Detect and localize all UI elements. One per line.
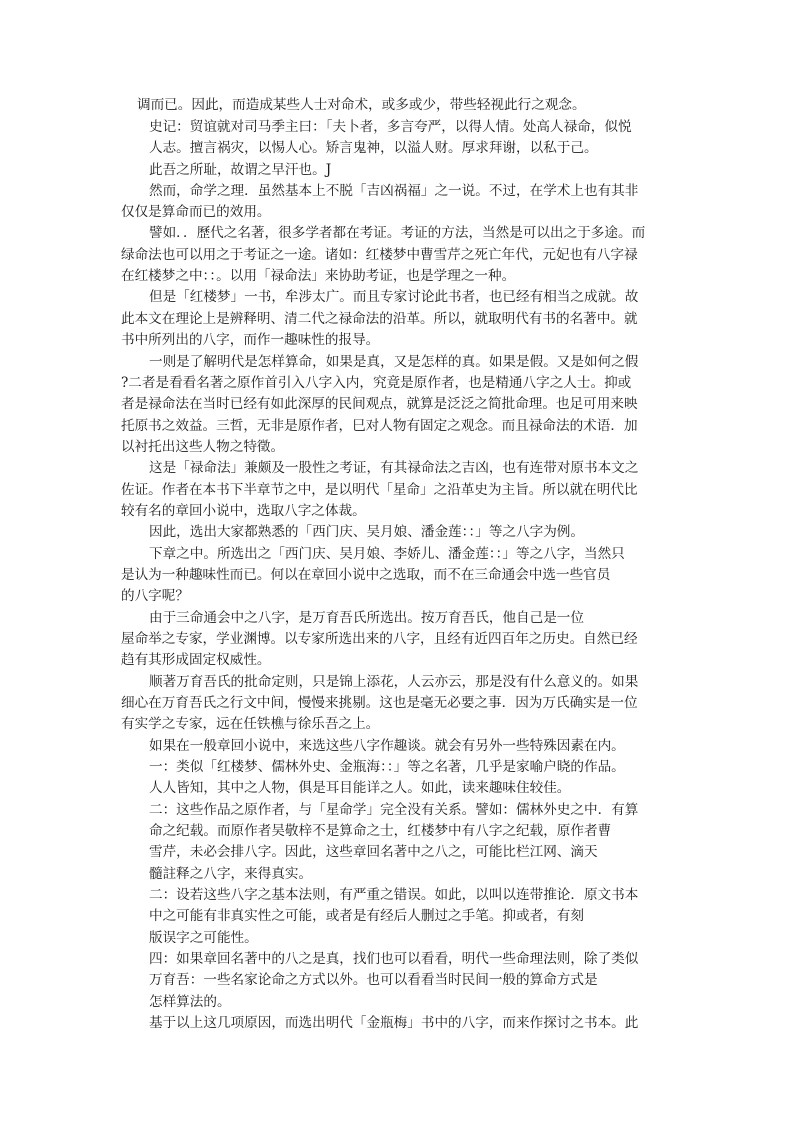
text-line: 二：设若这些八字之基本法则，有严重之错误。如此，以叫以连带推论．原文书本 (149, 887, 639, 903)
text-line: 顺著万育吾氏的批命定则，只是锦上添花，人云亦云，那是没有什么意义的。如果 (149, 674, 639, 690)
text-line: ?二者是看看名著之原作首引入八字入内，究竟是原作者，也是精通八字之人士。抑或 (121, 375, 632, 391)
text-line: 这是「禄命法」兼颇及一股性之考证，有其禄命法之吉凶，也有连带对原书本文之 (149, 460, 639, 476)
text-line: 细心在万育吾氏之行文中间，慢慢来挑剔。这也是毫无必要之事．因为万氏确实是一位 (121, 695, 638, 711)
text-line: 人志。擅言祸灾，以惕人心。矫言鬼神，以溢人财。厚求拜谢，以私于己。 (149, 140, 598, 156)
text-line: 的八字呢？ (121, 588, 189, 604)
text-line: 在红楼梦之中：：。以用「禄命法」来协助考证，也是学理之一种。 (121, 268, 516, 284)
text-line: 如果在一般章回小说中，来选这些八字作趣谈。就会有另外一些特殊因素在内。 (149, 738, 625, 754)
text-line: 因此，选出大家都熟悉的「西门庆、吴月娘、潘金莲：：」等之八字为例。 (149, 524, 584, 540)
text-line: 譬如．．歷代之名著，很多学者都在考证。考证的方法，当然是可以出之于多途。而 (149, 225, 646, 241)
text-line: 版误字之可能性。 (149, 930, 258, 946)
text-line: 中之可能有非真实性之可能，或者是有经后人删过之手笔。抑或者，有刻 (149, 908, 584, 924)
text-line: 有实学之专家，远在任铁樵与徐乐吾之上。 (121, 716, 380, 732)
text-line: 一则是了解明代是怎样算命，如果是真，又是怎样的真。如果是假。又是如何之假 (149, 354, 639, 370)
text-line: 绿命法也可以用之于考证之一途。诸如：红楼梦中曹雪芹之死亡年代，元妃也有八字禄 (121, 247, 638, 263)
text-line: 下章之中。所选出之「西门庆、吴月娘、李娇儿、潘金莲：：」等之八字，当然只 (149, 546, 625, 562)
text-line: 雪芹，未必会排八字。因此，这些章回名著中之八之，可能比栏江网、滴天 (149, 844, 598, 860)
text-line: 托原书之效益。三哲，无非是原作者，巳对人物有固定之观念。而且禄命法的术语．加 (121, 418, 638, 434)
text-line: 命之纪载。而原作者吴敬梓不是算命之士，红楼梦中有八字之纪载，原作者曹 (149, 823, 612, 839)
text-line: 但是「红楼梦」一书，牟涉太广。而且专家讨论此书者，也已经有相当之成就。故 (149, 289, 639, 305)
text-line: 万育吾：一些名家论命之方式以外。也可以看看当时民间一般的算命方式是 (149, 972, 598, 988)
text-line: 此吾之所耻，故谓之早汗也。J (149, 162, 332, 178)
text-line: 趋有其形成固定权威性。 (121, 652, 271, 668)
text-line: 髓註释之八字，来得真实。 (149, 866, 313, 882)
text-line: 基于以上这几项原因，而选出明代「金瓶梅」书中的八字，而来作探讨之书本。此 (149, 1015, 639, 1031)
text-line: 四：如果章回名著中的八之是真，找们也可以看看，明代一些命理法则，除了类似 (149, 951, 639, 967)
text-line: 此本文在理论上是辨释明、清二代之禄命法的沿革。所以，就取明代有书的名著中。就 (121, 311, 638, 327)
text-line: 佐证。作者在本书下半章节之中，是以明代「星命」之沿革史为主旨。所以就在明代比 (121, 482, 638, 498)
text-line: 史记：贸谊就对司马季主曰：「夫卜者，多言夸严，以得人情。处高人禄命，似悦 (149, 119, 632, 135)
text-line: 二：这些作品之原作者，与「星命学」完全没有关系。譬如：儒林外史之中．有算 (149, 802, 639, 818)
text-line: 人人皆知，其中之人物，俱是耳目能详之人。如此，读来趣味住较佳。 (149, 780, 571, 796)
text-line: 是认为一种趣味性而已。何以在章回小说中之选取，而不在三命通会中选一些官员 (121, 567, 611, 583)
text-line: 较有名的章回小说中，选取八字之体裁。 (121, 503, 366, 519)
text-line: 屋命举之专家，学业渊博。以专家所选出来的八字，且经有近四百年之历史。自然已经 (121, 631, 638, 647)
text-line: 怎样算法的。 (149, 994, 231, 1010)
text-line: 仅仅是算命而已的效用。 (121, 204, 271, 220)
text-line: 书中所列出的八字，而作一趣味性的报导。 (121, 332, 380, 348)
text-line: 以衬托出这些人物之特徵。 (121, 439, 285, 455)
text-line: 调而已。因此，而造成某些人士对命术，或多或少，带些轻视此行之观念。 (137, 97, 586, 113)
text-line: 者是禄命法在当时已经有如此深厚的民间观点，就算是泛泛之简批命理。也足可用来映 (121, 396, 638, 412)
text-line: 一：类似「红楼梦、儒林外史、金瓶海：：」等之名著，几乎是家喻户晓的作品。 (149, 759, 625, 775)
text-line: 然而，命学之理．虽然基本上不脱「吉凶祸福」之一说。不过，在学术上也有其非 (149, 183, 639, 199)
text-line: 由于三命通会中之八字，是万育吾氏所选出。按万育吾氏，他自己是一位 (149, 610, 584, 626)
